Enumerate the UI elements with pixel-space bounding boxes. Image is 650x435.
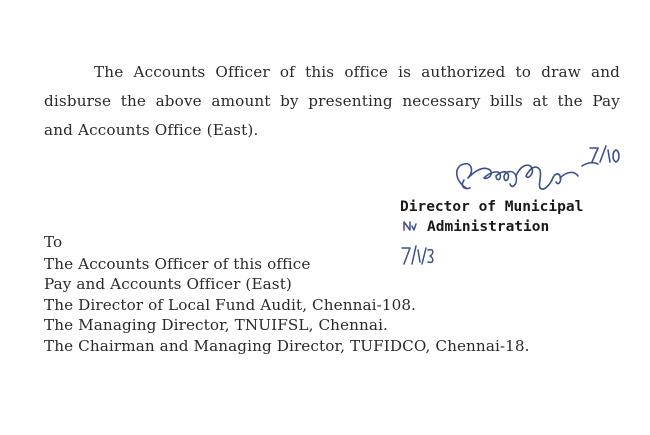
paragraph-line-1: The Accounts Officer of this office is authorized to draw and	[94, 63, 620, 81]
signatory-designation	[400, 197, 583, 237]
recipient-item: The Managing Director, TNUIFSL, Chennai.	[44, 316, 388, 334]
to-label: To	[44, 233, 63, 251]
paragraph-line-2: disburse the above amount by presenting necessary bills at the Pay	[44, 92, 620, 110]
designation-line-1: Director of Municipal	[400, 199, 584, 215]
distribution-list	[44, 232, 530, 356]
paragraph-line-3: and Accounts Office (East).	[44, 121, 259, 139]
recipient-item: The Chairman and Managing Director, TUFIDCO, Chennai-18.	[44, 336, 530, 355]
recipient-item: The Accounts Officer of this office	[44, 254, 311, 273]
recipient-item: Pay and Accounts Officer (East)	[44, 275, 292, 293]
body-paragraph	[44, 58, 620, 145]
designation-line-2: Administration	[427, 219, 550, 235]
recipient-item: The Director of Local Fund Audit, Chennai-108.	[44, 295, 417, 314]
